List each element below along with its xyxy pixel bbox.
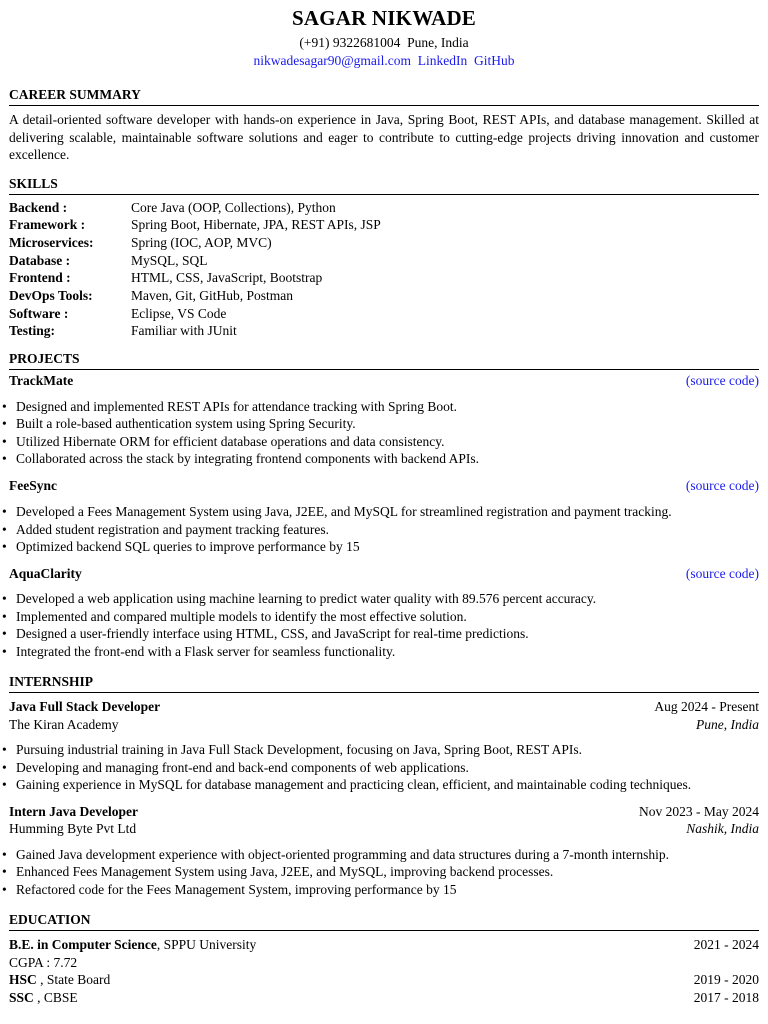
- education-row: [9, 971, 759, 989]
- project-header: [9, 477, 759, 495]
- project-header: [9, 565, 759, 583]
- education-degree: [9, 936, 256, 954]
- contact-links: [9, 52, 759, 70]
- skill-label: Database :: [9, 252, 71, 268]
- education-section: [9, 912, 759, 1006]
- education-degree: [9, 971, 110, 989]
- project-trackmate: [9, 372, 759, 468]
- list-item: • Pursuing industrial training in Java Full Stack Development, focusing on Java, Spring Boot, REST APIs.: [0, 741, 759, 759]
- board-name: , State Board: [36, 972, 111, 988]
- company-location: Pune, India: [696, 716, 759, 732]
- education-dates: 2017 - 2018: [693, 989, 759, 1005]
- list-item: • Utilized Hibernate ORM for efficient database operations and data consistency.: [0, 433, 759, 451]
- education-row: [9, 989, 759, 1007]
- project-bullets: [0, 398, 759, 468]
- skill-value: Spring (IOC, AOP, MVC): [131, 234, 272, 250]
- skill-row: [9, 234, 759, 252]
- education-degree: [9, 989, 78, 1007]
- role-title: Intern Java Developer: [9, 803, 138, 819]
- skill-label: Frontend :: [9, 270, 71, 286]
- company-row: [9, 820, 759, 838]
- skill-row: [9, 322, 759, 340]
- degree-name: B.E. in Computer Science: [9, 937, 157, 953]
- skill-label: Software :: [9, 305, 69, 321]
- skill-value: Core Java (OOP, Collections), Python: [131, 199, 336, 215]
- company-row: [9, 716, 759, 734]
- list-item: • Gaining experience in MySQL for database management and practicing clean, efficient, and maintainable coding techniques.: [0, 776, 759, 794]
- list-item: • Developed a web application using machine learning to predict water quality with 89.576 percent accuracy.: [0, 590, 759, 608]
- list-item: • Collaborated across the stack by integrating frontend components with backend APIs.: [0, 450, 759, 468]
- list-item: • Enhanced Fees Management System using Java, J2EE, and MySQL, improving backend processes.: [0, 863, 759, 881]
- skill-label: Backend :: [9, 199, 68, 215]
- project-header: [9, 372, 759, 390]
- source-code-link[interactable]: (source code): [685, 565, 759, 581]
- projects-section: [9, 351, 759, 660]
- list-item: • Integrated the front-end with a Flask server for seamless functionality.: [0, 643, 759, 661]
- resume-page: [9, 0, 759, 1006]
- school-name: , SPPU University: [156, 937, 257, 953]
- internship-heading: INTERNSHIP: [9, 674, 759, 693]
- role-dates: Aug 2024 - Present: [654, 699, 759, 715]
- board-name: , CBSE: [33, 989, 78, 1005]
- skill-value: MySQL, SQL: [131, 252, 208, 268]
- role-row: [9, 698, 759, 716]
- skills-section: [9, 176, 759, 341]
- internship-section: [9, 674, 759, 898]
- github-link[interactable]: GitHub: [474, 53, 515, 68]
- source-code-link[interactable]: (source code): [685, 373, 759, 389]
- project-bullets: [0, 503, 759, 556]
- linkedin-link[interactable]: LinkedIn: [417, 53, 468, 68]
- projects-heading: PROJECTS: [9, 351, 759, 370]
- skill-value: Spring Boot, Hibernate, JPA, REST APIs, JSP: [131, 217, 381, 233]
- internship-bullets: [0, 846, 759, 899]
- company-location: Nashik, India: [686, 821, 759, 837]
- skill-label: Testing:: [9, 323, 56, 339]
- skill-row: [9, 305, 759, 323]
- project-aquaclarity: [9, 565, 759, 661]
- candidate-name: SAGAR NIKWADE: [291, 6, 477, 30]
- email-link[interactable]: nikwadesagar90@gmail.com: [253, 53, 411, 68]
- role-title: Java Full Stack Developer: [9, 699, 161, 715]
- skill-value: Eclipse, VS Code: [131, 305, 227, 321]
- contact-line: [9, 34, 759, 52]
- education-cgpa-row: [9, 954, 759, 972]
- list-item: • Optimized backend SQL queries to improve performance by 15: [0, 538, 759, 556]
- skill-value: Maven, Git, GitHub, Postman: [131, 288, 293, 304]
- location-text: Pune, India: [407, 35, 469, 50]
- project-bullets: [0, 590, 759, 660]
- list-item: • Designed a user-friendly interface using HTML, CSS, and JavaScript for real-time predictions.: [0, 625, 759, 643]
- education-dates: 2019 - 2020: [693, 972, 759, 988]
- degree-name: SSC: [9, 989, 34, 1005]
- career-summary-heading: CAREER SUMMARY: [9, 87, 759, 106]
- skill-row: [9, 252, 759, 270]
- education-row: [9, 936, 759, 954]
- role-row: [9, 803, 759, 821]
- resume-header: [9, 6, 759, 70]
- skill-row: [9, 216, 759, 234]
- project-feesync: [9, 477, 759, 556]
- internship-bullets: [0, 741, 759, 794]
- list-item: • Designed and implemented REST APIs for attendance tracking with Spring Boot.: [0, 398, 759, 416]
- project-name: FeeSync: [9, 477, 57, 493]
- internship-entry: [9, 803, 759, 899]
- skills-heading: SKILLS: [9, 176, 759, 195]
- list-item: • Developed a Fees Management System using Java, J2EE, and MySQL for streamlined registration and payment tracking.: [0, 503, 759, 521]
- skill-row: [9, 287, 759, 305]
- education-list: [9, 936, 759, 1006]
- skill-value: HTML, CSS, JavaScript, Bootstrap: [131, 270, 323, 286]
- skill-label: DevOps Tools:: [9, 288, 93, 304]
- project-name: AquaClarity: [9, 565, 82, 581]
- company-name: Humming Byte Pvt Ltd: [9, 821, 137, 837]
- education-dates: 2021 - 2024: [693, 937, 759, 953]
- career-summary-section: [9, 87, 759, 164]
- degree-name: HSC: [9, 972, 37, 988]
- company-name: The Kiran Academy: [9, 716, 119, 732]
- skill-value: Familiar with JUnit: [131, 323, 237, 339]
- skills-list: [9, 199, 759, 341]
- internship-entry: [9, 698, 759, 794]
- source-code-link[interactable]: (source code): [685, 477, 759, 493]
- skill-row: [9, 199, 759, 217]
- role-dates: Nov 2023 - May 2024: [639, 803, 759, 819]
- education-cgpa: CGPA : 7.72: [9, 954, 78, 970]
- list-item: • Built a role-based authentication system using Spring Security.: [0, 415, 759, 433]
- education-heading: EDUCATION: [9, 912, 759, 931]
- list-item: • Developing and managing front-end and back-end components of web applications.: [0, 759, 759, 777]
- list-item: • Implemented and compared multiple models to identify the most effective solution.: [0, 608, 759, 626]
- phone-number: (+91) 9322681004: [299, 35, 401, 50]
- list-item: • Added student registration and payment tracking features.: [0, 521, 759, 539]
- list-item: • Refactored code for the Fees Management System, improving performance by 15: [0, 881, 759, 899]
- career-summary-text: A detail-oriented software developer with hands-on experience in Java, Spring Boot, REST APIs, and database management. Skilled at delivering scalable, maintainable software solutions and eager to contribute to cutting-edge projects driving innovation and customer excellence.: [9, 112, 759, 162]
- list-item: • Gained Java development experience with object-oriented programming and data structures during a 7-month internship.: [0, 846, 759, 864]
- skill-label: Framework :: [9, 217, 86, 233]
- project-name: TrackMate: [9, 373, 74, 389]
- skill-label: Microservices:: [9, 234, 94, 250]
- skill-row: [9, 269, 759, 287]
